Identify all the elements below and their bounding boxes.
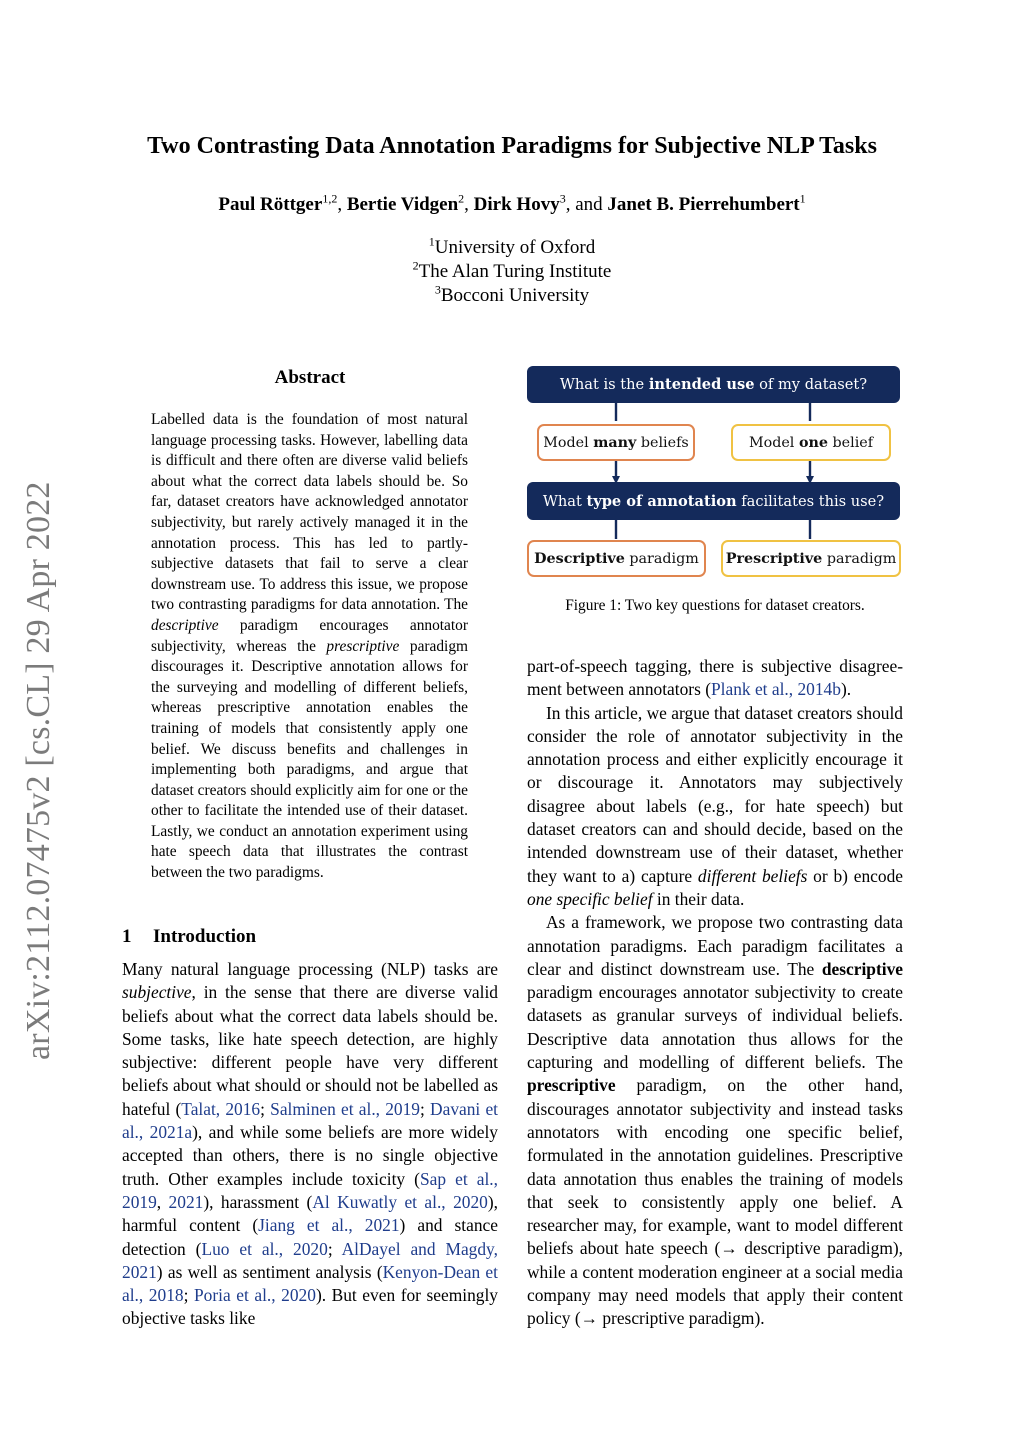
author-list bbox=[0, 192, 1024, 218]
citation-link[interactable]: Poria et al., 2020 bbox=[193, 1285, 316, 1306]
author-affiliation-mark: 2 bbox=[458, 191, 465, 206]
body-bold: prescriptive bbox=[527, 1075, 616, 1096]
body-text: or b) encode bbox=[807, 865, 903, 886]
author-separator: , bbox=[337, 194, 347, 215]
author-affiliation-mark: 1,2 bbox=[322, 191, 338, 206]
abstract-paragraph bbox=[151, 410, 468, 884]
figure-text-bold: Descriptive bbox=[534, 550, 625, 567]
author-name: Janet B. Pierrehumbert bbox=[607, 194, 800, 215]
author-name: Paul Röttger bbox=[218, 194, 323, 215]
affiliation-name: The Alan Turing Institute bbox=[418, 261, 612, 282]
citation-link[interactable]: Sap et al., 2019 bbox=[122, 1168, 499, 1212]
paper-title: Two Contrasting Data Annotation Paradigms for Subjective NLP Tasks bbox=[147, 133, 877, 159]
body-text: ). But even for seemingly objective tasks like bbox=[122, 1285, 499, 1329]
figure-text: facilitates this use? bbox=[741, 492, 885, 510]
citation-link[interactable]: 2021 bbox=[168, 1191, 204, 1212]
abstract-emphasis: prescriptive bbox=[326, 637, 400, 655]
body-text: paradigm encourages annotator subjectivity to create datasets as granular surveys of individual beliefs. Descriptive data annotation thus allows for the capturing and modelling of different beliefs. The bbox=[527, 982, 903, 1073]
figure-text-bold: many bbox=[593, 434, 637, 451]
author-separator: , bbox=[464, 194, 474, 215]
affiliation-mark: 1 bbox=[428, 234, 435, 249]
figure-text: paradigm bbox=[826, 550, 897, 567]
affiliation bbox=[0, 284, 1024, 308]
affiliation bbox=[0, 260, 1024, 284]
abstract-text: paradigm encourages annotator subjectivity, whereas the bbox=[151, 616, 468, 655]
author-name: Dirk Hovy bbox=[473, 194, 560, 215]
figure-caption: Figure 1: Two key questions for dataset creators. bbox=[565, 597, 865, 614]
affiliation-mark: 2 bbox=[412, 258, 419, 273]
body-text: In this article, we argue that dataset creators should consider the role of annotator subjectivity in the annotation process and either explicitly encourage it or discourage it. Annotators may subjectively disagree about labels (e.g., for hate speech) but dataset creators can and should decide, based on the intended downstream use of their dataset, whether they want to a) capture bbox=[527, 702, 903, 886]
body-text: in their data. bbox=[652, 888, 745, 909]
section-heading bbox=[122, 925, 256, 949]
body-emphasis: one specific belief bbox=[527, 888, 653, 909]
body-text: ), harassment ( bbox=[203, 1191, 313, 1212]
abstract-text: paradigm discourages it. Descriptive annotation allows for the surveying and modelling of different beliefs, whereas prescriptive annotation enables the training of models that consistently apply one belief. We discuss benefits and challenges in implementing both paradigms, and argue that dataset creators should explicitly aim for one or the other to facilitate the intended use of their dataset. Lastly, we conduct an annotation experiment using hate speech data that illustrates the contrast between the two paradigms. bbox=[151, 637, 468, 882]
author-separator: , and bbox=[565, 194, 608, 215]
citation-link[interactable]: Salminen et al., 2019 bbox=[270, 1098, 421, 1119]
citation-link[interactable]: Luo et al., 2020 bbox=[201, 1238, 328, 1259]
body-text: , in the sense that there are diverse valid beliefs about what the correct data labels should be. Some tasks, like hate speech detection, are highly subjective: different people have very different beliefs about what should or should not be labelled as hateful ( bbox=[122, 982, 498, 1119]
citation-separator: ; bbox=[183, 1285, 194, 1306]
citation-separator: ; bbox=[420, 1098, 431, 1119]
descriptive-paradigm-box bbox=[527, 540, 706, 577]
model-many-beliefs-box bbox=[537, 424, 695, 461]
intro-column bbox=[122, 958, 498, 1331]
prescriptive-paradigm-box bbox=[721, 540, 901, 577]
figure-text: belief bbox=[832, 434, 874, 451]
abstract-heading: Abstract bbox=[274, 367, 346, 388]
section-title: Introduction bbox=[153, 926, 257, 947]
model-one-belief-box bbox=[731, 424, 891, 461]
body-paragraph bbox=[527, 702, 903, 912]
author-affiliation-mark: 3 bbox=[559, 191, 566, 206]
body-paragraph bbox=[527, 911, 903, 1330]
body-bold: descriptive bbox=[821, 958, 903, 979]
citation-link[interactable]: Jiang et al., 2021 bbox=[258, 1215, 400, 1236]
body-text: part-of-speech tagging, there is subjective disagreement between annotators ( bbox=[527, 656, 903, 700]
body-text: ). bbox=[840, 679, 852, 700]
citation-link[interactable]: Davani et al., 2021a bbox=[122, 1098, 499, 1143]
author-name: Bertie Vidgen bbox=[346, 194, 459, 215]
author-affiliation-mark: 1 bbox=[799, 191, 806, 206]
body-text: ) and stance detection ( bbox=[122, 1215, 498, 1259]
affiliation bbox=[0, 236, 1024, 260]
body-paragraph bbox=[527, 655, 903, 702]
affiliation-list bbox=[0, 236, 1024, 308]
body-text: As a framework, we propose two contrasting data annotation paradigms. Each paradigm facilitates a clear and distinct downstream use. The bbox=[527, 912, 903, 979]
citation-separator: , bbox=[156, 1191, 169, 1212]
citation-link[interactable]: Plank et al., 2014b bbox=[711, 679, 841, 700]
affiliation-mark: 3 bbox=[434, 282, 441, 297]
figure-text-bold: Prescriptive bbox=[725, 550, 823, 567]
figure-text: paradigm bbox=[629, 550, 699, 567]
affiliation-name: Bocconi University bbox=[440, 285, 590, 306]
abstract-text: Labelled data is the foundation of most natural language processing tasks. However, labelling data is difficult and there often are diverse valid beliefs about what the correct data labels should be. So far, dataset creators have acknowledged annotator subjectivity, but rarely actively managed it in the annotation process. This has led to partly-subjective datasets that fail to serve a clear downstream use. To address this issue, we propose two contrasting paradigms for data annotation. The bbox=[151, 411, 468, 614]
figure-text-bold: type of annotation bbox=[586, 492, 737, 510]
figure-text: Model bbox=[748, 434, 795, 451]
abstract-emphasis: descriptive bbox=[151, 616, 219, 634]
arxiv-identifier: arXiv:2112.07475v2 [cs.CL] 29 Apr 2022 bbox=[20, 481, 57, 1060]
section-number: 1 bbox=[122, 926, 132, 947]
right-column bbox=[527, 655, 903, 1331]
citation-separator: ; bbox=[327, 1238, 342, 1259]
figure-text: beliefs bbox=[640, 434, 689, 451]
body-emphasis: different beliefs bbox=[697, 865, 808, 886]
body-text: paradigm, on the other hand, discourages annotator subjectivity and instead tasks annotators with encoding one specific belief, formulated in the annotation guidelines. Prescriptive data annotation thus enables the training of models that seek to consistently apply one belief. A researcher may, for example, want to model different beliefs about hate speech (→ descriptive paradigm), while a content moderation engineer at a social media company may need models that apply their content policy (→ prescriptive paradigm). bbox=[527, 1075, 903, 1329]
citation-separator: ; bbox=[260, 1098, 271, 1119]
figure-text: What bbox=[542, 492, 582, 510]
question-annotation-type bbox=[527, 482, 900, 520]
abstract-body bbox=[151, 410, 468, 884]
citation-link[interactable]: Kenyon-Dean et al., 2018 bbox=[122, 1261, 498, 1306]
body-text: ), and while some beliefs are more widely accepted than others, there is no single objective truth. Other examples include toxicity ( bbox=[122, 1122, 498, 1189]
body-emphasis: subjective bbox=[122, 982, 192, 1003]
citation-link[interactable]: AlDayel and Magdy, 2021 bbox=[122, 1238, 498, 1282]
body-text: Many natural language processing (NLP) tasks are bbox=[122, 959, 498, 979]
body-text: ), harmful content ( bbox=[122, 1191, 498, 1236]
figure-text-bold: intended use bbox=[648, 376, 755, 393]
figure-text: of my dataset? bbox=[759, 376, 868, 393]
affiliation-name: University of Oxford bbox=[434, 237, 596, 258]
body-text: ) as well as sentiment analysis ( bbox=[156, 1261, 383, 1282]
citation-link[interactable]: Talat, 2016 bbox=[181, 1098, 261, 1119]
citation-link[interactable]: Al Kuwatly et al., 2020 bbox=[312, 1191, 488, 1212]
figure-text: What is the bbox=[559, 376, 645, 393]
figure-text: Model bbox=[543, 434, 589, 451]
intro-paragraph bbox=[122, 958, 498, 1331]
question-intended-use bbox=[527, 366, 900, 403]
figure-1 bbox=[527, 365, 903, 595]
figure-text-bold: one bbox=[798, 434, 828, 451]
